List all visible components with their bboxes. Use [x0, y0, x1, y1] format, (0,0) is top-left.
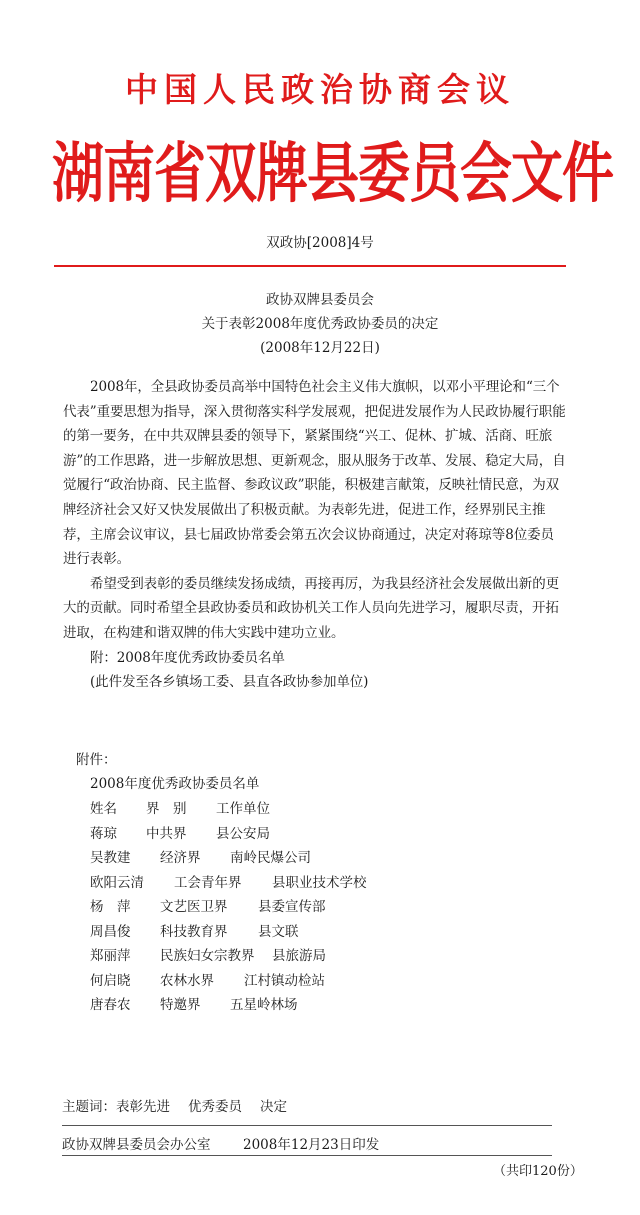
print-copies: （共印120份）	[493, 1164, 583, 1179]
decision-title: 关于表彰2008年度优秀政协委员的决定	[201, 316, 439, 332]
member-unit: 县职业技术学校	[272, 875, 367, 891]
column-header-sector: 界 别	[146, 801, 187, 817]
header-title-line2: 湖南省双牌县委员会文件	[52, 136, 614, 212]
member-name: 欧阳云清	[90, 875, 144, 891]
member-name: 何启晓	[90, 973, 131, 989]
member-name: 周昌俊	[90, 924, 131, 940]
member-name: 唐春农	[90, 997, 131, 1013]
decision-body	[63, 375, 567, 695]
keyword: 表彰先进	[116, 1099, 170, 1115]
keyword: 优秀委员	[188, 1099, 242, 1115]
footer-divider-bottom	[62, 1155, 552, 1156]
column-header-unit: 工作单位	[216, 801, 270, 817]
member-unit: 县文联	[258, 924, 299, 940]
distribution-note: (此件发至各乡镇场工委、县直各政协参加单位)	[90, 674, 369, 691]
issue-date: 2008年12月23日印发	[243, 1137, 380, 1153]
member-sector: 民族妇女宗教界	[160, 948, 255, 964]
member-sector: 农林水界	[160, 973, 214, 989]
member-unit: 南岭民爆公司	[230, 850, 311, 866]
body-paragraph-1: 2008年，全县政协委员高举中国特色社会主义伟大旗帜，以邓小平理论和“三个代表”重要思想为指导，深入贯彻落实科学发展观，把促进发展作为人民政协履行职能的第一要务，在中共双牌县委的领导下，紧紧围绕“兴工、促林、扩城、活商、旺旅游”的工作思路，进一步解放思想、更新观念，服从服务于改革、发展、稳定大局，自觉履行“政治协商、民主监督、参政议政”职能，积极建言献策，反映社情民意，为双牌经济社会又好又快发展做出了积极贡献。为表彰先进，促进工作，经界别民主推荐，主席会议审议，县七届政协常委会第五次会议协商通过，决定对蒋琼等8位委员进行表彰。	[63, 379, 566, 568]
member-sector: 文艺医卫界	[160, 899, 228, 915]
member-unit: 县委宣传部	[258, 899, 326, 915]
member-unit: 县旅游局	[272, 948, 326, 964]
member-name: 蒋琼	[90, 826, 117, 842]
member-name: 吴教建	[90, 850, 131, 866]
member-sector: 经济界	[160, 850, 201, 866]
footer-divider-top	[62, 1125, 552, 1126]
keyword: 决定	[260, 1099, 287, 1115]
header-title-line1: 中国人民政治协商会议	[125, 70, 515, 109]
member-name: 杨 萍	[90, 899, 131, 915]
keywords-label: 主题词：	[62, 1099, 116, 1115]
member-sector: 科技教育界	[160, 924, 228, 940]
member-sector: 中共界	[146, 826, 187, 842]
document-number: 双政协[2008]4号	[266, 235, 374, 251]
member-unit: 江村镇动检站	[244, 973, 325, 989]
member-name: 郑丽萍	[90, 948, 131, 964]
member-unit: 县公安局	[216, 826, 270, 842]
header-divider	[54, 265, 566, 267]
attachment-note: 附：2008年度优秀政协委员名单	[90, 649, 285, 666]
member-sector: 工会青年界	[174, 875, 242, 891]
member-unit: 五星岭林场	[230, 997, 298, 1013]
member-sector: 特邀界	[160, 997, 201, 1013]
attachment-label: 附件：	[76, 752, 117, 768]
decision-date: (2008年12月22日)	[260, 340, 380, 356]
issuing-office: 政协双牌县委员会办公室	[62, 1137, 211, 1153]
member-list-title: 2008年度优秀政协委员名单	[90, 776, 260, 792]
subject-keywords	[62, 1095, 305, 1115]
body-paragraph-2: 希望受到表彰的委员继续发扬成绩，再接再厉，为我县经济社会发展做出新的更大的贡献。同时希望全县政协委员和政协机关工作人员向先进学习，履职尽责，开拓进取，在构建和谐双牌的伟大实践中建功立业。	[63, 575, 559, 641]
column-header-name: 姓名	[90, 801, 117, 817]
decision-issuer: 政协双牌县委员会	[266, 292, 374, 308]
